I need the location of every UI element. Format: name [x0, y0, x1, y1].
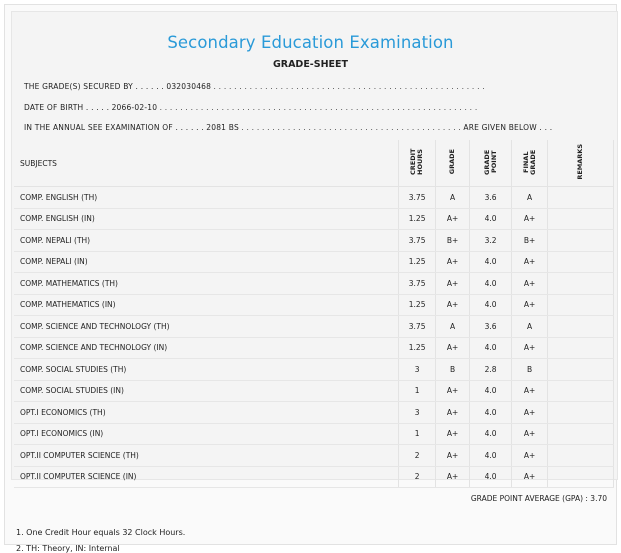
remarks-cell [548, 402, 614, 424]
table-row [14, 337, 614, 359]
secured-by-label: THE GRADE(S) SECURED BY . . . . . . [24, 82, 164, 91]
subject-cell: OPT.II COMPUTER SCIENCE (TH) [14, 445, 399, 467]
credit-hours-cell: 3.75 [399, 230, 436, 252]
grade-cell: B+ [436, 230, 470, 252]
credit-hours-cell: 1.25 [399, 337, 436, 359]
grade-point-cell: 4.0 [470, 337, 512, 359]
grade-cell: B [436, 359, 470, 381]
subject-cell: COMP. MATHEMATICS (TH) [14, 273, 399, 295]
grade-cell: A+ [436, 273, 470, 295]
grade-cell: A+ [436, 380, 470, 402]
subject-cell: OPT.I ECONOMICS (IN) [14, 423, 399, 445]
remarks-cell [548, 445, 614, 467]
final-grade-cell: A+ [512, 423, 548, 445]
remarks-cell [548, 187, 614, 209]
final-grade-cell: A+ [512, 380, 548, 402]
table-row [14, 423, 614, 445]
grade-point-cell: 4.0 [470, 445, 512, 467]
table-row [14, 273, 614, 295]
final-grade-cell: A+ [512, 273, 548, 295]
note-abbreviations: 2. TH: Theory, IN: Internal [16, 544, 120, 553]
date-of-birth-line [24, 103, 477, 112]
final-grade-cell: A+ [512, 445, 548, 467]
subject-cell: COMP. NEPALI (IN) [14, 251, 399, 273]
grade-point-cell: 3.2 [470, 230, 512, 252]
table-header-row [14, 140, 614, 187]
remarks-cell [548, 208, 614, 230]
credit-hours-cell: 1.25 [399, 208, 436, 230]
grade-point-cell: 4.0 [470, 466, 512, 488]
table-row [14, 251, 614, 273]
grade-point-cell: 4.0 [470, 273, 512, 295]
exam-year: 2081 BS [206, 123, 239, 132]
symbol-number: 032030468 [166, 82, 212, 91]
final-grade-cell: B [512, 359, 548, 381]
remarks-cell [548, 337, 614, 359]
dotted-leader: . . . . . . . . . . . . . . . . . . . . . . . . . . . . . . . . . . . . . . . . . . . . . . . . . . . . . [213, 82, 485, 91]
credit-hours-cell: 3 [399, 359, 436, 381]
grade-cell: A+ [436, 294, 470, 316]
remarks-cell [548, 251, 614, 273]
final-grade-cell: A+ [512, 294, 548, 316]
grade-point-cell: 4.0 [470, 380, 512, 402]
grade-point-cell: 4.0 [470, 208, 512, 230]
page-title: Secondary Education Examination [167, 33, 454, 52]
header-remarks: REMARKS [548, 140, 614, 187]
exam-line [24, 123, 552, 132]
grade-cell: A+ [436, 402, 470, 424]
subject-cell: OPT.I ECONOMICS (TH) [14, 402, 399, 424]
grade-cell: A+ [436, 466, 470, 488]
subject-cell: COMP. MATHEMATICS (IN) [14, 294, 399, 316]
final-grade-cell: A+ [512, 402, 548, 424]
table-row [14, 316, 614, 338]
table-row [14, 294, 614, 316]
table-row [14, 187, 614, 209]
final-grade-cell: A [512, 187, 548, 209]
grade-point-cell: 4.0 [470, 251, 512, 273]
grade-point-cell: 3.6 [470, 316, 512, 338]
header-grade-point: GRADE POINT [470, 140, 512, 187]
grade-point-cell: 4.0 [470, 402, 512, 424]
gpa-summary: GRADE POINT AVERAGE (GPA) : 3.70 [470, 494, 607, 503]
remarks-cell [548, 273, 614, 295]
dotted-leader: . . . . . . . . . . . . . . . . . . . . . . . . . . . . . . . . . . . . . . . . . . . [241, 123, 461, 132]
remarks-cell [548, 423, 614, 445]
table-row [14, 402, 614, 424]
credit-hours-cell: 2 [399, 466, 436, 488]
final-grade-cell: A+ [512, 466, 548, 488]
credit-hours-cell: 1.25 [399, 294, 436, 316]
header-subjects: SUBJECTS [14, 140, 399, 187]
subject-cell: COMP. SOCIAL STUDIES (IN) [14, 380, 399, 402]
grade-cell: A+ [436, 251, 470, 273]
grade-point-cell: 4.0 [470, 423, 512, 445]
table-row [14, 466, 614, 488]
grade-cell: A+ [436, 337, 470, 359]
subject-cell: COMP. ENGLISH (IN) [14, 208, 399, 230]
dotted-leader: . . . . . . . . . . . . . . . . . . . . . . . . . . . . . . . . . . . . . . . . . . . . . . . . . . . . . . . . . . . . . . [159, 103, 478, 112]
remarks-cell [548, 316, 614, 338]
credit-hours-cell: 1 [399, 423, 436, 445]
exam-label: IN THE ANNUAL SEE EXAMINATION OF . . . . . . [24, 123, 204, 132]
note-credit-hour: 1. One Credit Hour equals 32 Clock Hours. [16, 528, 186, 537]
subject-cell: COMP. SCIENCE AND TECHNOLOGY (TH) [14, 316, 399, 338]
final-grade-cell: B+ [512, 230, 548, 252]
remarks-cell [548, 359, 614, 381]
credit-hours-cell: 1 [399, 380, 436, 402]
credit-hours-cell: 3.75 [399, 316, 436, 338]
final-grade-cell: A+ [512, 208, 548, 230]
credit-hours-cell: 2 [399, 445, 436, 467]
subject-cell: COMP. NEPALI (TH) [14, 230, 399, 252]
remarks-cell [548, 466, 614, 488]
grade-cell: A [436, 187, 470, 209]
exam-suffix: ARE GIVEN BELOW . . . [463, 123, 553, 132]
remarks-cell [548, 230, 614, 252]
table-row [14, 230, 614, 252]
grade-table [14, 140, 614, 488]
grade-point-cell: 4.0 [470, 294, 512, 316]
remarks-cell [548, 294, 614, 316]
secured-by-line [24, 82, 485, 91]
grade-point-cell: 3.6 [470, 187, 512, 209]
grade-point-cell: 2.8 [470, 359, 512, 381]
subject-cell: COMP. SOCIAL STUDIES (TH) [14, 359, 399, 381]
table-row [14, 380, 614, 402]
grade-cell: A+ [436, 423, 470, 445]
credit-hours-cell: 3 [399, 402, 436, 424]
credit-hours-cell: 1.25 [399, 251, 436, 273]
header-credit-hours: CREDIT HOURS [399, 140, 436, 187]
grade-sheet-heading: GRADE-SHEET [272, 59, 349, 70]
table-row [14, 359, 614, 381]
grade-cell: A+ [436, 208, 470, 230]
subject-cell: COMP. ENGLISH (TH) [14, 187, 399, 209]
credit-hours-cell: 3.75 [399, 273, 436, 295]
final-grade-cell: A+ [512, 337, 548, 359]
final-grade-cell: A [512, 316, 548, 338]
grade-cell: A+ [436, 445, 470, 467]
header-grade: GRADE [436, 140, 470, 187]
dob-value: 2066-02-10 [111, 103, 158, 112]
header-final-grade: FINAL GRADE [512, 140, 548, 187]
table-row [14, 208, 614, 230]
grade-cell: A [436, 316, 470, 338]
credit-hours-cell: 3.75 [399, 187, 436, 209]
remarks-cell [548, 380, 614, 402]
subject-cell: OPT.II COMPUTER SCIENCE (IN) [14, 466, 399, 488]
subject-cell: COMP. SCIENCE AND TECHNOLOGY (IN) [14, 337, 399, 359]
table-row [14, 445, 614, 467]
final-grade-cell: A+ [512, 251, 548, 273]
dob-label: DATE OF BIRTH . . . . . [24, 103, 110, 112]
